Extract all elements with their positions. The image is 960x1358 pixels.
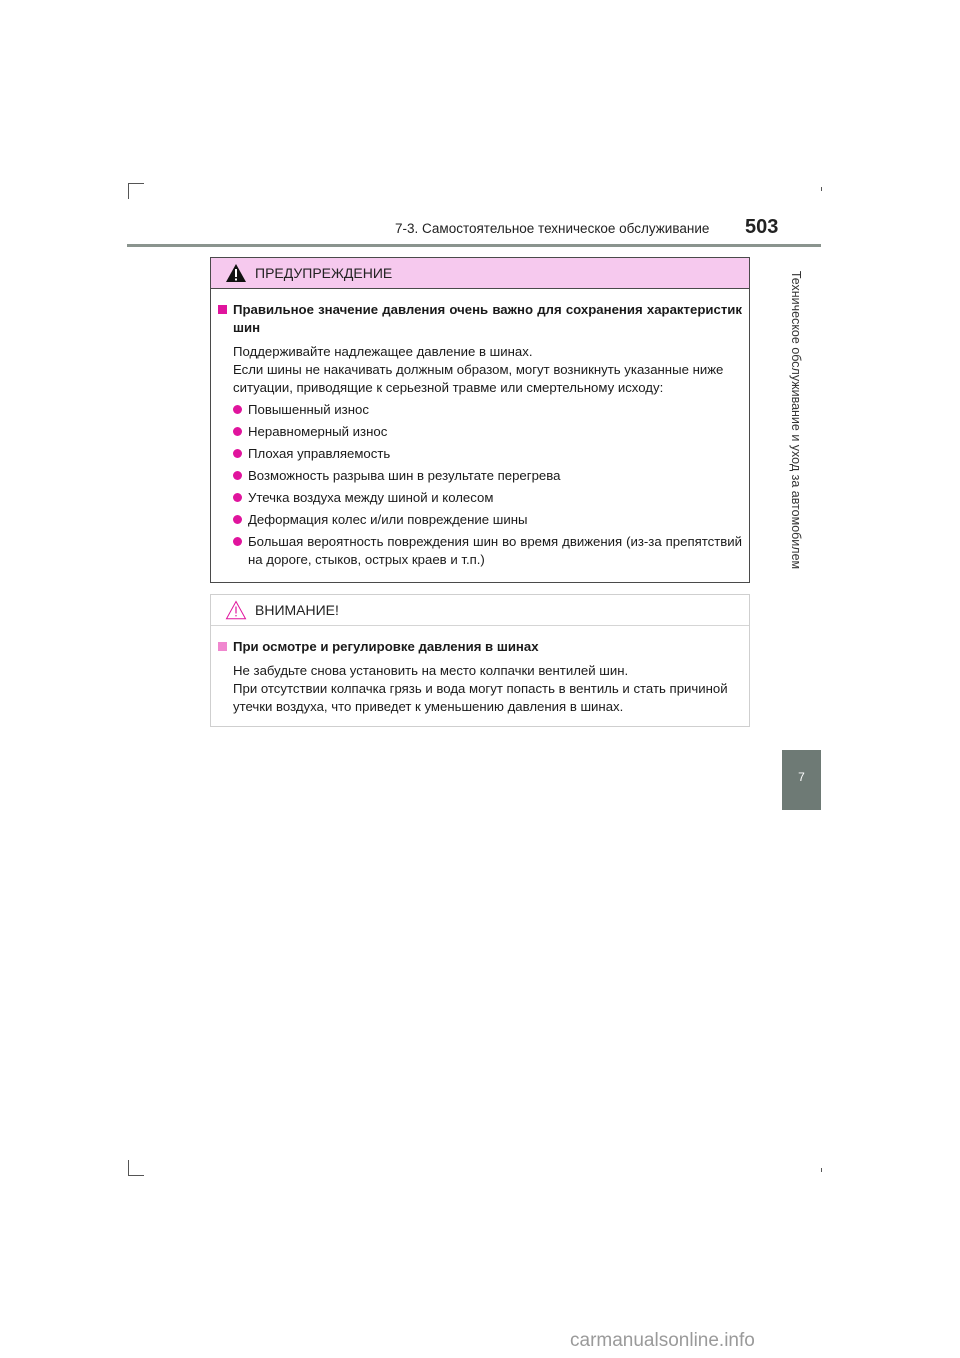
warning-section-title [218, 301, 742, 337]
chapter-number: 7 [798, 770, 805, 784]
list-item: Деформация колес и/или повреждение шины [233, 511, 742, 529]
warning-body [211, 289, 749, 569]
warning-header [211, 258, 749, 289]
crop-mark-bottom-left-v [128, 1160, 129, 1176]
chapter-side-title: Техническое обслуживание и уход за автомобилем [789, 270, 803, 570]
warning-triangle-icon [225, 263, 247, 283]
page-number: 503 [745, 216, 779, 238]
round-bullet-icon [233, 515, 242, 524]
caution-header [211, 595, 749, 626]
list-item: Большая вероятность повреждения шин во время движения (из-за препятствий на дороге, стыков, острых краев и т.п.) [233, 533, 742, 569]
caution-section-title [218, 638, 742, 656]
warning-heading: ПРЕДУПРЕЖДЕНИЕ [255, 265, 393, 281]
crop-mark-top-right [821, 187, 822, 191]
watermark: carmanualsonline.info [570, 1330, 755, 1351]
warning-section-title-text: Правильное значение давления очень важно для сохранения характеристик шин [233, 302, 742, 335]
round-bullet-icon [233, 427, 242, 436]
caution-body [211, 626, 749, 716]
caution-section-title-text: При осмотре и регулировке давления в шинах [233, 639, 539, 654]
round-bullet-icon [233, 493, 242, 502]
crop-mark-bottom-right [821, 1168, 822, 1172]
list-item: Повышенный износ [233, 401, 742, 419]
warning-bullet-list [233, 401, 742, 569]
caution-heading: ВНИМАНИЕ! [255, 602, 339, 618]
crop-mark-bottom-left-h [128, 1175, 144, 1176]
warning-line-1: Поддерживайте надлежащее давление в шинах. [233, 344, 533, 359]
warning-box [210, 257, 750, 583]
crop-mark-top-left-v [128, 183, 129, 199]
square-bullet-icon [218, 642, 227, 651]
warning-line-2: Если шины не накачивать должным образом, могут возникнуть указанные ниже ситуации, приводящие к серьезной травме или смертельному исходу: [233, 362, 724, 395]
list-item: Неравномерный износ [233, 423, 742, 441]
list-item: Утечка воздуха между шиной и колесом [233, 489, 742, 507]
caution-paragraph [233, 662, 742, 716]
round-bullet-icon [233, 449, 242, 458]
caution-triangle-icon [225, 600, 247, 620]
section-header: 7-3. Самостоятельное техническое обслуживание [395, 221, 710, 236]
header-rule [127, 244, 821, 247]
round-bullet-icon [233, 537, 242, 546]
list-item: Возможность разрыва шин в результате перегрева [233, 467, 742, 485]
caution-line-1: Не забудьте снова установить на место колпачки вентилей шин. [233, 663, 629, 678]
caution-box [210, 594, 750, 727]
crop-mark-top-left-h [128, 183, 144, 184]
round-bullet-icon [233, 405, 242, 414]
round-bullet-icon [233, 471, 242, 480]
square-bullet-icon [218, 305, 227, 314]
warning-paragraph [233, 343, 742, 397]
caution-line-2: При отсутствии колпачка грязь и вода могут попасть в вентиль и стать причиной утечки воздуха, что приведет к уменьшению давления в шинах. [233, 681, 728, 714]
list-item: Плохая управляемость [233, 445, 742, 463]
chapter-tab [782, 750, 821, 810]
